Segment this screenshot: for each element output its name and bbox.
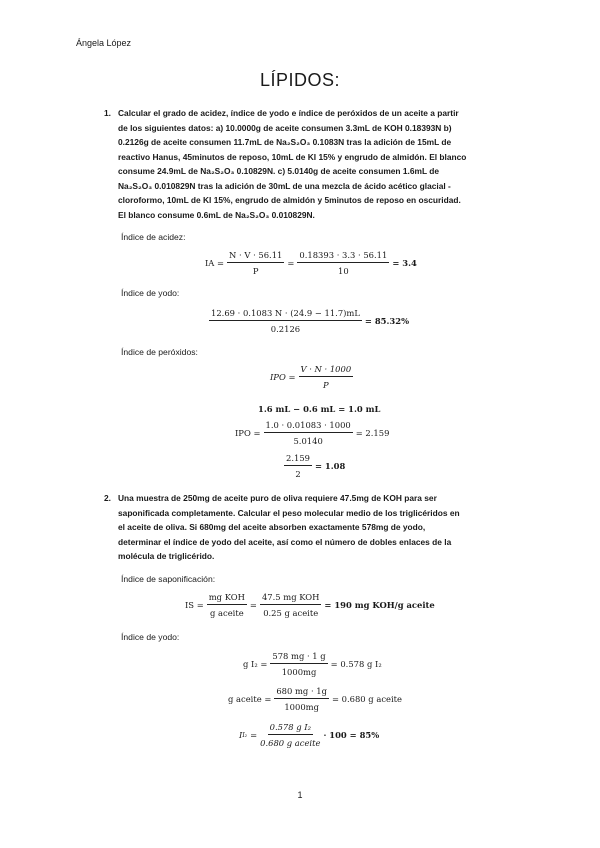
equation-g-aceite	[228, 686, 402, 712]
equation-peroxidos-formula	[270, 364, 356, 390]
result: · 100 = 85%	[323, 730, 380, 740]
question-line: consume 24.9mL de Na₂S₂O₃ 0.10829N. c) 5.0140g de aceite consumen 1.6mL de	[118, 166, 440, 176]
denominator: 1000mg	[284, 702, 319, 712]
question-line: determinar el índice de yodo del aceite, así como el número de dobles enlaces de la	[118, 536, 452, 547]
equals-sign: =	[287, 258, 295, 268]
equation-g-iodo	[243, 651, 382, 677]
question-line: 0.2126g de aceite consumen 11.7mL de Na₂S₂O₃ 0.1083N tras la adición de 15mL de	[118, 137, 452, 147]
denominator: P	[323, 380, 329, 390]
denominator: P	[252, 266, 259, 276]
equation-half	[281, 453, 345, 479]
equals-sign: =	[249, 600, 257, 610]
question-line: molécula de triglicérido.	[118, 551, 215, 561]
numerator: 0.578 g I₂	[268, 722, 313, 735]
denominator: 0.2126	[270, 324, 301, 334]
numerator: 47.5 mg KOH	[260, 592, 321, 605]
denominator: 2	[295, 469, 301, 479]
page-number: 1	[297, 790, 303, 800]
label-indice-yodo: Índice de yodo:	[121, 288, 180, 298]
equation-yodo	[206, 308, 409, 334]
denominator: 1000mg	[281, 667, 317, 677]
numerator: 12.69 · 0.1083 N · (24.9 − 11.7)mL	[209, 308, 362, 321]
question-line: Na₂S₂O₃ 0.010829N tras la adición de 30mL de una mezcla de ácido acético glacial -	[118, 180, 451, 191]
equation-indice-yodo	[239, 722, 379, 748]
question-line: de los siguientes datos: a) 10.0000g de aceite consumen 3.3mL de KOH 0.18393N b)	[118, 122, 452, 133]
author-name: Ángela López	[76, 38, 132, 48]
question-line: el aceite de oliva. Si 680mg del aceite absorben exactamente 578mg de yodo,	[118, 522, 426, 532]
numerator: N · V · 56.11	[227, 250, 284, 263]
label-indice-acidez: Índice de acidez:	[121, 232, 186, 242]
question-1	[104, 106, 512, 222]
label-indice-yodo-2: Índice de yodo:	[121, 632, 180, 642]
equation-volume: 1.6 mL − 0.6 mL = 1.0 mL	[258, 404, 381, 414]
result: = 0.578 g I₂	[330, 659, 382, 669]
denominator: 0.25 g aceite	[263, 608, 319, 618]
result: = 1.08	[314, 461, 346, 471]
numerator: V · N · 1000	[299, 364, 354, 377]
question-number: 2.	[104, 493, 111, 503]
numerator: 680 mg · 1g	[274, 686, 329, 699]
denominator: 10	[338, 266, 349, 276]
eq-lhs: I	[239, 730, 243, 740]
label-indice-peroxidos: Índice de peróxidos:	[121, 347, 198, 357]
numerator: mg KOH	[207, 592, 247, 605]
numerator: 578 mg · 1 g	[270, 651, 327, 664]
label-indice-saponificacion: Índice de saponificación:	[121, 574, 216, 584]
eq-lhs: g I₂ =	[243, 659, 268, 669]
question-line: Una muestra de 250mg de aceite puro de oliva requiere 47.5mg de KOH para ser	[118, 493, 437, 503]
question-2	[104, 491, 512, 564]
question-line: El blanco consume 0.6mL de Na₂S₂O₃ 0.010829N.	[118, 209, 315, 220]
numerator: 1.0 · 0.01083 · 1000	[264, 420, 353, 433]
result: = 85.32%	[364, 316, 410, 326]
eq-lhs: IPO =	[235, 428, 261, 438]
denominator: 0.680 g aceite	[260, 738, 321, 748]
subscript: I₂	[242, 732, 248, 739]
numerator: 0.18393 · 3.3 · 56.11	[297, 250, 389, 263]
question-number: 1.	[104, 108, 111, 118]
equation-peroxidos	[235, 420, 389, 446]
equation-saponificacion	[185, 592, 435, 618]
denominator: g aceite	[209, 608, 244, 618]
eq-lhs: g aceite =	[228, 694, 272, 704]
eq-lhs: IPO =	[270, 372, 296, 382]
page-title: LÍPIDOS:	[259, 70, 341, 90]
result: = 2.159	[355, 428, 390, 438]
result: = 3.4	[392, 258, 417, 268]
question-line: saponificada completamente. Calcular el peso molecular medio de los triglicéridos en	[118, 507, 460, 518]
denominator: 5.0140	[293, 436, 323, 446]
result: = 190 mg KOH/g aceite	[324, 600, 435, 610]
question-line: reactivo Hanus, 45minutos de reposo, 10mL de KI 15% y engrudo de almidón. El blanco	[118, 151, 467, 162]
eq-lhs: IA =	[205, 258, 225, 268]
question-line: cloroformo, 10mL de KI 15%, engrudo de almidón y 5minutos de reposo en oscuridad.	[118, 195, 461, 205]
question-line: Calcular el grado de acidez, índice de yodo e índice de peróxidos de un aceite a partir	[118, 108, 459, 118]
numerator: 2.159	[284, 453, 312, 466]
result: = 0.680 g aceite	[331, 694, 402, 704]
eq-lhs: IS =	[185, 600, 204, 610]
equation-acidez	[205, 250, 417, 276]
equals-sign: =	[250, 730, 258, 740]
